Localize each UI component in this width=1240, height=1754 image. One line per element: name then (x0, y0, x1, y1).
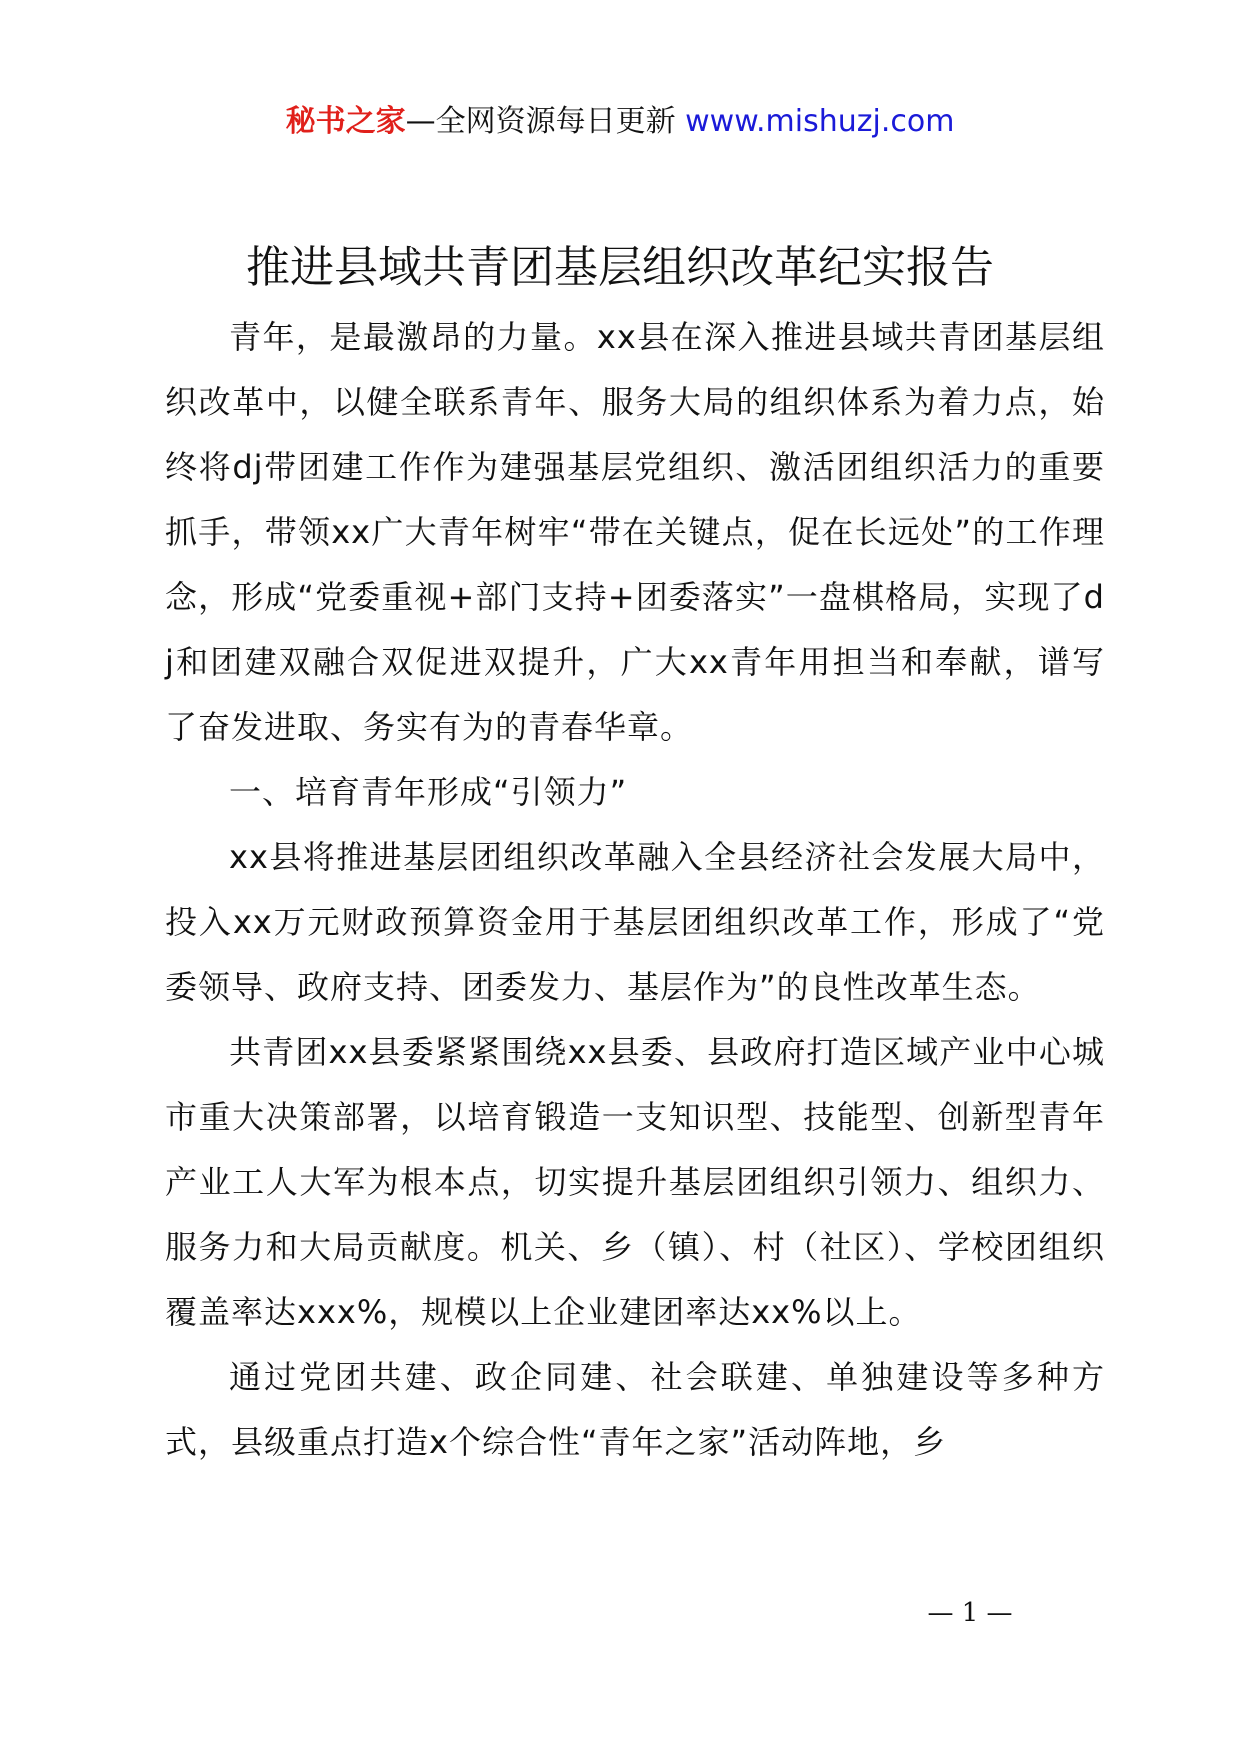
site-url-link[interactable]: www.mishuzj.com (685, 104, 955, 139)
section-heading-1: 一、培育青年形成“引领力” (229, 773, 628, 811)
page-number: — 1 — (927, 1598, 1013, 1628)
site-header (0, 100, 1240, 144)
brand-name: 秘书之家 (285, 104, 406, 139)
header-slogan: —全网资源每日更新 (405, 104, 686, 139)
document-title: 推进县域共青团基层组织改革纪实报告 (246, 242, 994, 293)
document-body (165, 305, 1105, 1475)
intro-paragraph: 青年，是最激昂的力量。xx县在深入推进县域共青团基层组织改革中，以健全联系青年、服务大局的组织体系为着力点，始终将dj带团建工作作为建强基层党组织、激活团组织活力的重要抓手，带领xx广大青年树牢“带在关键点，促在长远处”的工作理念，形成“党委重视+部门支持+团委落实”一盘棋格局，实现了dj和团建双融合双促进双提升，广大xx青年用担当和奉献，谱写了奋发进取、务实有为的青春华章。 (165, 318, 1105, 746)
body-paragraph-3: 通过党团共建、政企同建、社会联建、单独建设等多种方式，县级重点打造x个综合性“青年之家”活动阵地，乡 (165, 1358, 1105, 1461)
body-paragraph-2: 共青团xx县委紧紧围绕xx县委、县政府打造区域产业中心城市重大决策部署，以培育锻造一支知识型、技能型、创新型青年产业工人大军为根本点，切实提升基层团组织引领力、组织力、服务力和大局贡献度。机关、乡（镇）、村（社区）、学校团组织覆盖率达xxx%，规模以上企业建团率达xx%以上。 (165, 1033, 1105, 1331)
body-paragraph-1: xx县将推进基层团组织改革融入全县经济社会发展大局中，投入xx万元财政预算资金用于基层团组织改革工作，形成了“党委领导、政府支持、团委发力、基层作为”的良性改革生态。 (165, 838, 1105, 1006)
